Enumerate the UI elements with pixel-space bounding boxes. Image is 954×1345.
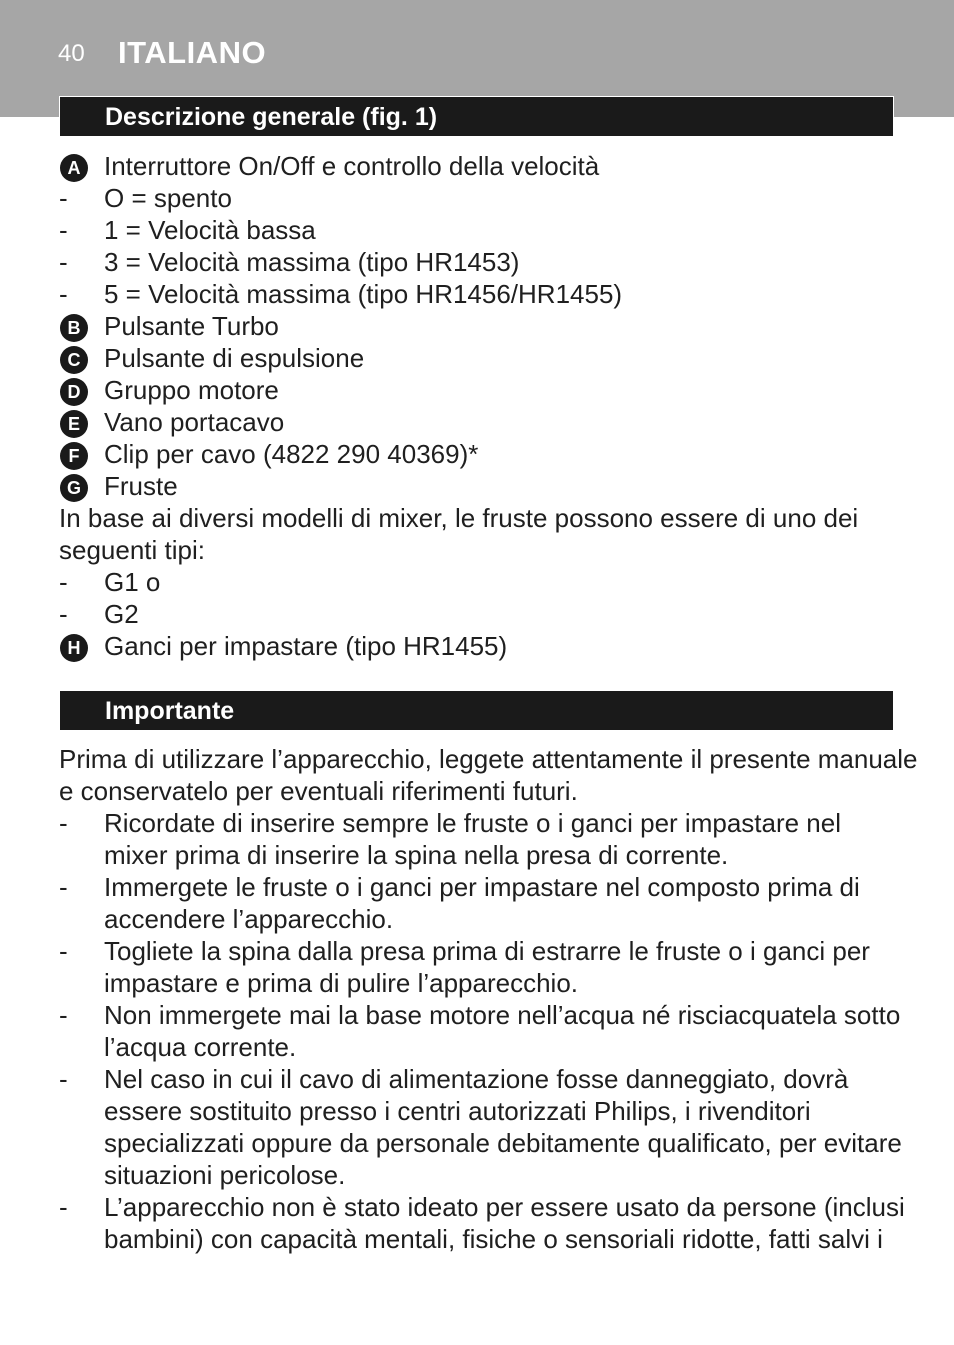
marker-badge: A	[60, 154, 88, 182]
list-item	[0, 310, 954, 342]
list-item-text: 3 = Velocità massima (tipo HR1453)	[104, 247, 520, 277]
list-item-text: G2	[104, 599, 139, 629]
list-item	[0, 1063, 954, 1095]
list-item-text: Pulsante Turbo	[104, 311, 279, 341]
list-item-text: Ricordate di inserire sempre le fruste o i ganci per impastare nel	[104, 808, 842, 838]
section-title: Descrizione generale (fig. 1)	[105, 103, 438, 131]
list-item-text: Non immergete mai la base motore nell’acqua né risciacquatela sotto	[104, 1000, 901, 1030]
marker-badge: E	[60, 410, 88, 438]
bullet-dash: -	[59, 599, 68, 629]
list-item-text: bambini) con capacità mentali, fisiche o sensoriali ridotte, fatti salvi i	[104, 1224, 883, 1254]
list-item	[0, 342, 954, 374]
paragraph-line	[0, 534, 954, 566]
bullet-dash: -	[59, 872, 68, 902]
list-item	[0, 903, 954, 935]
bullet-dash: -	[59, 936, 68, 966]
list-item	[0, 566, 954, 598]
list-item	[0, 438, 954, 470]
list-item	[0, 470, 954, 502]
list-item-text: Fruste	[104, 471, 178, 501]
list-item-text: O = spento	[104, 183, 232, 213]
list-item-text: Nel caso in cui il cavo di alimentazione fosse danneggiato, dovrà	[104, 1064, 849, 1094]
marker-badge: B	[60, 314, 88, 342]
list-item	[0, 278, 954, 310]
list-item	[0, 1191, 954, 1223]
list-item-text: 1 = Velocità bassa	[104, 215, 316, 245]
bullet-dash: -	[59, 808, 68, 838]
paragraph-line	[0, 775, 954, 807]
list-item-text: G1 o	[104, 567, 161, 597]
list-item-text: Ganci per impastare (tipo HR1455)	[104, 631, 508, 661]
list-item	[0, 1223, 954, 1255]
paragraph-text: In base ai diversi modelli di mixer, le fruste possono essere di uno dei	[59, 503, 859, 533]
bullet-dash: -	[59, 1000, 68, 1030]
list-item	[0, 630, 954, 662]
list-item	[0, 1159, 954, 1191]
list-item	[0, 999, 954, 1031]
list-item	[0, 967, 954, 999]
list-item	[0, 150, 954, 182]
list-item	[0, 406, 954, 438]
bullet-dash: -	[59, 215, 68, 245]
list-item-text: L’apparecchio non è stato ideato per essere usato da persone (inclusi	[104, 1192, 905, 1222]
list-item	[0, 1095, 954, 1127]
list-item-text: Togliete la spina dalla presa prima di estrarre le fruste o i ganci per	[104, 936, 870, 966]
list-item	[0, 374, 954, 406]
bullet-dash: -	[59, 1192, 68, 1222]
list-item-text: Vano portacavo	[104, 407, 285, 437]
list-item-text: situazioni pericolose.	[104, 1160, 346, 1190]
bullet-dash: -	[59, 247, 68, 277]
paragraph-line	[0, 743, 954, 775]
paragraph-text: e conservatelo per eventuali riferimenti futuri.	[59, 776, 578, 806]
list-item-text: l’acqua corrente.	[104, 1032, 297, 1062]
bullet-dash: -	[59, 183, 68, 213]
marker-badge: G	[60, 474, 88, 502]
paragraph-text: seguenti tipi:	[59, 535, 205, 565]
list-item-text: accendere l’apparecchio.	[104, 904, 394, 934]
list-item	[0, 598, 954, 630]
list-item	[0, 246, 954, 278]
marker-badge: H	[60, 634, 88, 662]
page-number: 40	[58, 40, 85, 67]
list-item-text: essere sostituito presso i centri autorizzati Philips, i rivenditori	[104, 1096, 811, 1126]
list-item-text: mixer prima di inserire la spina nella presa di corrente.	[104, 840, 729, 870]
marker-badge: D	[60, 378, 88, 406]
bullet-dash: -	[59, 279, 68, 309]
marker-badge: F	[60, 442, 88, 470]
list-item-text: Pulsante di espulsione	[104, 343, 365, 373]
list-item-text: Clip per cavo (4822 290 40369)*	[104, 439, 479, 469]
paragraph-text: Prima di utilizzare l’apparecchio, leggete attentamente il presente manuale	[59, 744, 918, 774]
bullet-dash: -	[59, 1064, 68, 1094]
list-item-text: 5 = Velocità massima (tipo HR1456/HR1455)	[104, 279, 623, 309]
list-item-text: Immergete le fruste o i ganci per impastare nel composto prima di	[104, 872, 860, 902]
list-item	[0, 807, 954, 839]
list-item-text: Gruppo motore	[104, 375, 279, 405]
list-item-text: specializzati oppure da personale debitamente qualificato, per evitare	[104, 1128, 902, 1158]
list-item	[0, 214, 954, 246]
list-item-text: impastare e prima di pulire l’apparecchio.	[104, 968, 579, 998]
list-item-text: Interruttore On/Off e controllo della velocità	[104, 151, 600, 181]
list-item	[0, 839, 954, 871]
list-item	[0, 935, 954, 967]
section-bar-important	[59, 690, 894, 731]
marker-badge: C	[60, 346, 88, 374]
section-title: Importante	[105, 697, 235, 725]
language-title: ITALIANO	[118, 35, 267, 70]
bullet-dash: -	[59, 567, 68, 597]
section-bar-description	[59, 96, 894, 137]
paragraph-line	[0, 502, 954, 534]
list-item	[0, 182, 954, 214]
list-item	[0, 1127, 954, 1159]
list-item	[0, 871, 954, 903]
list-item	[0, 1031, 954, 1063]
